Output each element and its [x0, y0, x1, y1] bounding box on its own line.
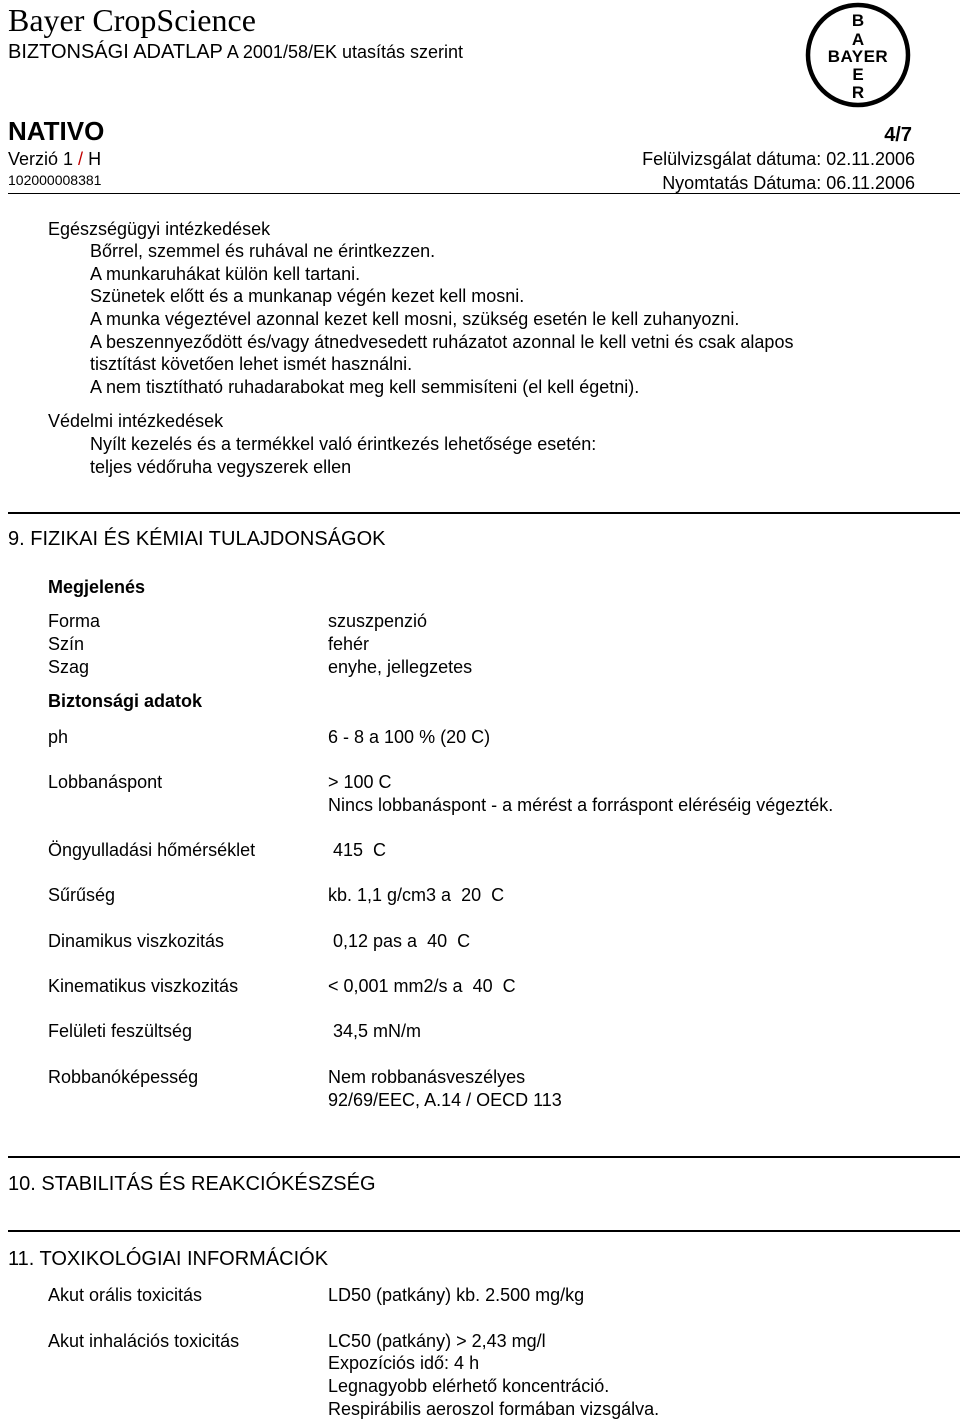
property-label: Dinamikus viszkozitás: [48, 931, 225, 951]
tox-value: LC50 (patkány) > 2,43 mg/l: [328, 1331, 546, 1351]
bayer-logo-icon: [805, 2, 911, 108]
health-heading: Egészségügyi intézkedések: [48, 219, 271, 239]
appearance-value: fehér: [328, 634, 370, 654]
document-type-sub: A 2001/58/EK utasítás szerint: [222, 42, 464, 62]
property-value: > 100 C: [328, 772, 392, 792]
health-line: A munka végeztével azonnal kezet kell mosni, szükség esetén le kell zuhanyozni.: [90, 309, 740, 329]
health-line: A nem tisztítható ruhadarabokat meg kell semmisíteni (el kell égetni).: [90, 377, 640, 397]
health-line: Bőrrel, szemmel és ruhával ne érintkezzen.: [90, 241, 436, 261]
appearance-label: Szín: [48, 634, 85, 654]
protection-heading: Védelmi intézkedések: [48, 411, 224, 431]
appearance-label: Forma: [48, 611, 101, 631]
health-line: Szünetek előtt és a munkanap végén kezet kell mosni.: [90, 286, 525, 306]
version: [8, 148, 101, 170]
property-label: Felületi feszültség: [48, 1021, 193, 1041]
section-11-divider: [8, 1230, 960, 1232]
property-value: 0,12 pas a 40 C: [328, 931, 471, 951]
appearance-value: enyhe, jellegzetes: [328, 657, 473, 677]
property-value-extra: 92/69/EEC, A.14 / OECD 113: [328, 1090, 562, 1110]
property-label: Öngyulladási hőmérséklet: [48, 840, 256, 860]
page-number: 4/7: [884, 124, 912, 146]
print-date: Nyomtatás Dátuma: 06.11.2006: [662, 173, 915, 193]
property-value: kb. 1,1 g/cm3 a 20 C: [328, 885, 505, 905]
tox-label: Akut inhalációs toxicitás: [48, 1331, 240, 1351]
document-type-main: BIZTONSÁGI ADATLAP: [8, 41, 223, 63]
section-10-title: 10. STABILITÁS ÉS REAKCIÓKÉSZSÉG: [8, 1173, 376, 1195]
property-value: 415 C: [328, 840, 387, 860]
property-value-extra: Nincs lobbanáspont - a mérést a forráspont eléréséig végezték.: [328, 795, 834, 815]
health-line: A beszennyeződött és/vagy átnedvesedett ruházatot azonnal le kell vetni és csak alapos: [90, 332, 794, 352]
revision-date: Felülvizsgálat dátuma: 02.11.2006: [642, 149, 915, 169]
safety-heading: Biztonsági adatok: [48, 691, 203, 711]
property-label: Robbanóképesség: [48, 1067, 199, 1087]
version-code: H: [88, 149, 102, 169]
logo-letter-a: A: [851, 30, 865, 49]
section-9-divider: [8, 512, 960, 514]
logo-letter-r: R: [851, 83, 865, 102]
property-label: ph: [48, 727, 69, 747]
appearance-label: Szag: [48, 657, 90, 677]
logo-letter-e: E: [852, 65, 864, 84]
section-11-title: 11. TOXIKOLÓGIAI INFORMÁCIÓK: [8, 1248, 329, 1270]
health-line: tisztítást követően lehet ismét használni.: [90, 354, 413, 374]
tox-value: LD50 (patkány) kb. 2.500 mg/kg: [328, 1285, 585, 1305]
section-10-divider: [8, 1156, 960, 1158]
appearance-heading: Megjelenés: [48, 577, 146, 597]
property-value: Nem robbanásveszélyes: [328, 1067, 526, 1087]
property-value: 34,5 mN/m: [328, 1021, 422, 1041]
tox-value: Legnagyobb elérhető koncentráció.: [328, 1376, 610, 1396]
tox-value: Expozíciós idő: 4 h: [328, 1353, 480, 1373]
version-separator: /: [73, 149, 89, 169]
property-label: Lobbanáspont: [48, 772, 163, 792]
protection-line: Nyílt kezelés és a termékkel való érintkezés lehetősége esetén:: [90, 434, 597, 454]
logo-letter-b: B: [851, 11, 865, 30]
document-type: [8, 40, 463, 64]
appearance-value: szuszpenzió: [328, 611, 428, 631]
tox-label: Akut orális toxicitás: [48, 1285, 203, 1305]
property-value: < 0,001 mm2/s a 40 C: [328, 976, 516, 996]
section-9-title: 9. FIZIKAI ÉS KÉMIAI TULAJDONSÁGOK: [8, 528, 386, 550]
health-line: A munkaruhákat külön kell tartani.: [90, 264, 361, 284]
property-label: Sűrűség: [48, 885, 116, 905]
protection-line: teljes védőruha vegyszerek ellen: [90, 457, 352, 477]
document-number: 102000008381: [8, 172, 102, 188]
tox-value: Respirábilis aeroszol formában vizsgálva.: [328, 1399, 660, 1419]
company-name: Bayer CropScience: [8, 2, 256, 38]
header-divider: [8, 193, 960, 194]
version-label: Verzió 1: [8, 149, 74, 169]
product-name: NATIVO: [8, 116, 105, 146]
logo-word: BAYER: [827, 47, 889, 66]
property-label: Kinematikus viszkozitás: [48, 976, 239, 996]
property-value: 6 - 8 a 100 % (20 C): [328, 727, 491, 747]
